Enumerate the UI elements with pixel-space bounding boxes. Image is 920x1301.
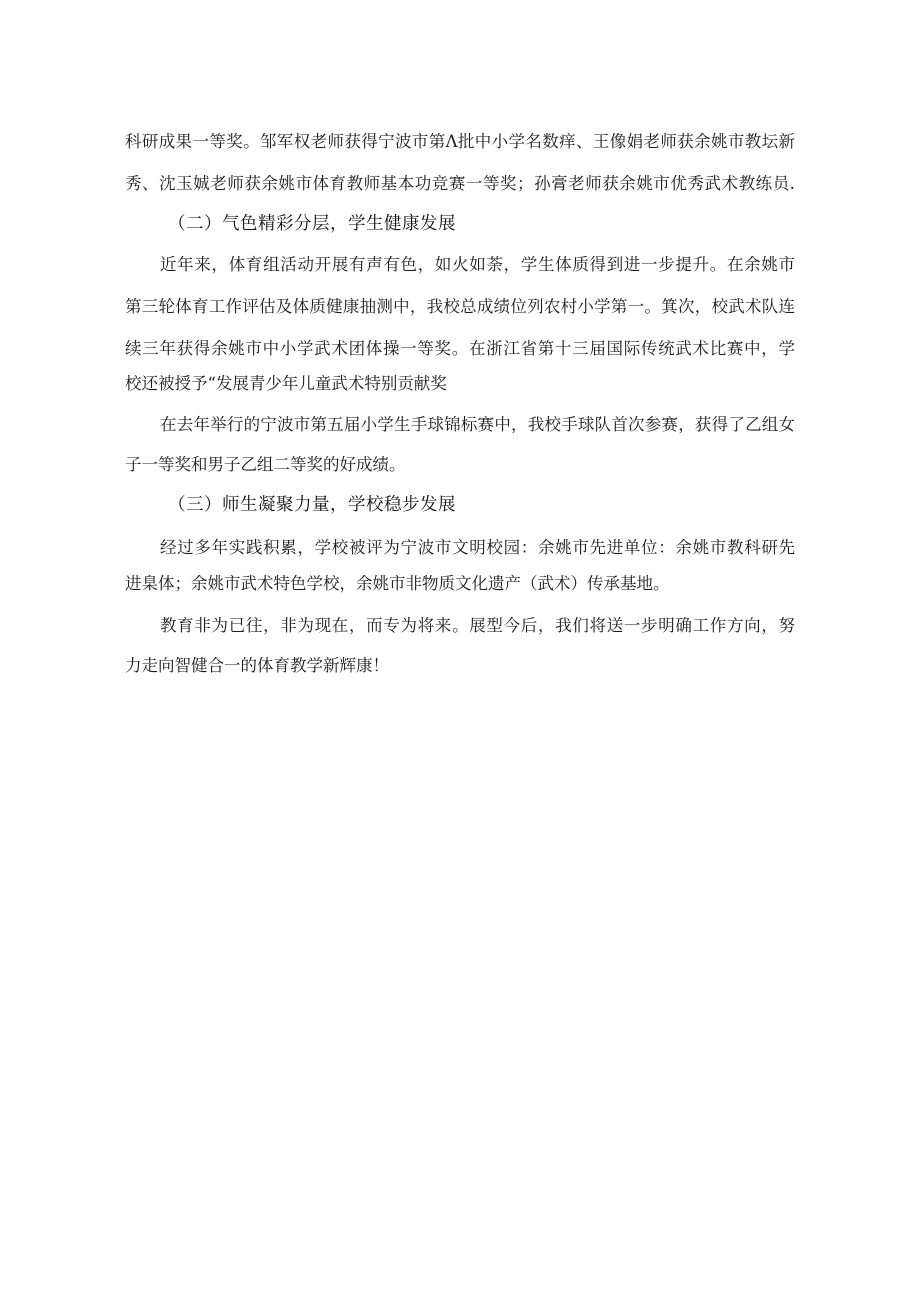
body-text-line: 进臬体；余姚市武术特色学校，余姚市非物质文化遗产（武术）传承基地。 (125, 574, 670, 593)
body-text-line: 科研成果一等奖。邹军权老师获得宁波市第Λ批中小学名数痒、王像娟老师获余姚市教坛新 (125, 132, 795, 151)
body-text-line: 经过多年实践积累，学校被评为宁波市文明校园：余姚市先进单位：余姚市教科研先 (160, 538, 795, 557)
body-text-line: 近年来，体育组活动开展有声有色，如火如荼，学生体质得到进一步提升。在余姚市 (160, 255, 795, 274)
section-heading-2: （二）气色精彩分层，学生健康发展 (168, 214, 456, 234)
body-text-line: 力走向智健合一的体育教学新辉康！ (125, 656, 389, 675)
body-text-line: 教育非为已往，非为现在，而专为将来。展型今后，我们将送一步明确工作方向，努 (160, 616, 795, 635)
body-text-line: 第三轮体育工作评估及体质健康抽测中，我校总成绩位列农村小学第一。箕次，校武术队连 (125, 297, 795, 316)
body-text-line: 秀、沈玉娍老师获余姚市体育教师基本功竞赛一等奖；孙膏老师获余姚市优秀武术教练员. (125, 174, 795, 193)
body-text-line: 续三年获得余姚市中小学武术团体操一等奖。在浙江省第十三届国际传统武术比赛中，学 (125, 339, 795, 358)
section-heading-3: （三）师生凝聚力量，学校稳步发展 (168, 495, 456, 515)
body-text-line: 校还被授予“发展青少年儿童武术特别贡献奖 (125, 374, 447, 393)
body-text-line: 在去年举行的宁波市第五届小学生手球锦标赛中，我校手球队首次参赛，获得了乙组女 (160, 415, 795, 434)
body-text-line: 子一等奖和男子乙组二等奖的好成绩。 (125, 455, 406, 474)
